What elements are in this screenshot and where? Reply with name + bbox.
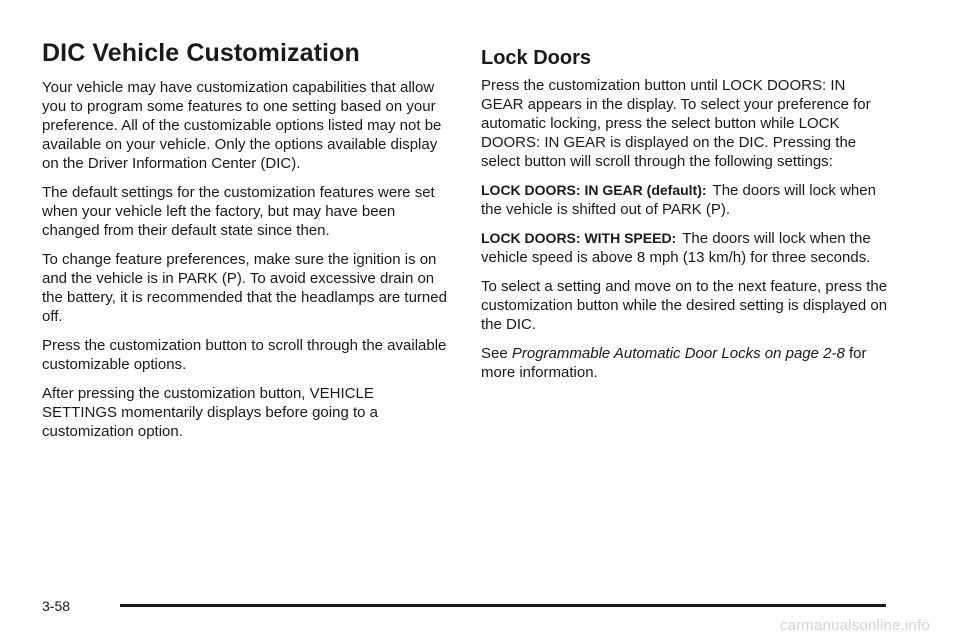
see-prefix: See (481, 345, 508, 362)
paragraph-default-settings: The default settings for the customization features were set when your vehicle left the factory, but may have been changed from their default state since then. (42, 184, 435, 239)
paragraph-select-setting: To select a setting and move on to the next feature, press the customization button while the desired setting is displayed on the DIC. (481, 278, 888, 333)
setting-with-speed (481, 229, 891, 267)
paragraph-see-reference (481, 344, 891, 382)
section-title-lock-doors: Lock Doors (481, 47, 592, 69)
setting-description: The doors will lock when the vehicle is shifted out of PARK (P). (481, 182, 876, 218)
setting-term: LOCK DOORS: IN GEAR (default): (481, 182, 707, 198)
setting-description: The doors will lock when the vehicle speed is above 8 mph (13 km/h) for three seconds. (481, 230, 871, 266)
see-suffix: for more information. (481, 345, 867, 381)
paragraph-scroll-options: Press the customization button to scroll through the available customizable options. (42, 337, 447, 373)
paragraph-lock-doors-intro: Press the customization button until LOCK DOORS: IN GEAR appears in the display. To select your preference for automatic locking, press the select button while LOCK DOORS: IN GEAR is displayed on the DIC. Pressing the select button will scroll through the following settings: (481, 77, 871, 170)
left-column (42, 38, 450, 451)
right-column (481, 46, 891, 392)
footer-rule (120, 604, 886, 607)
watermark: carmanualsonline.info (779, 617, 930, 634)
section-title-dic-vehicle-customization: DIC Vehicle Customization (42, 39, 360, 67)
cross-reference-link[interactable]: Programmable Automatic Door Locks on page 2-8 (511, 345, 845, 362)
paragraph-vehicle-settings: After pressing the customization button, VEHICLE SETTINGS momentarily displays before going to a customization option. (42, 385, 378, 440)
setting-term: LOCK DOORS: WITH SPEED: (481, 230, 677, 246)
paragraph-change-preferences: To change feature preferences, make sure the ignition is on and the vehicle is in PARK (P). To avoid excessive drain on the battery, it is recommended that the headlamps are turned off. (42, 251, 447, 325)
page-number: 3-58 (42, 598, 71, 614)
setting-in-gear (481, 181, 891, 219)
paragraph-intro: Your vehicle may have customization capabilities that allow you to program some features to one setting based on your preference. All of the customizable options listed may not be available on your vehicle. Only the options available display on the Driver Information Center (DIC). (42, 79, 442, 172)
